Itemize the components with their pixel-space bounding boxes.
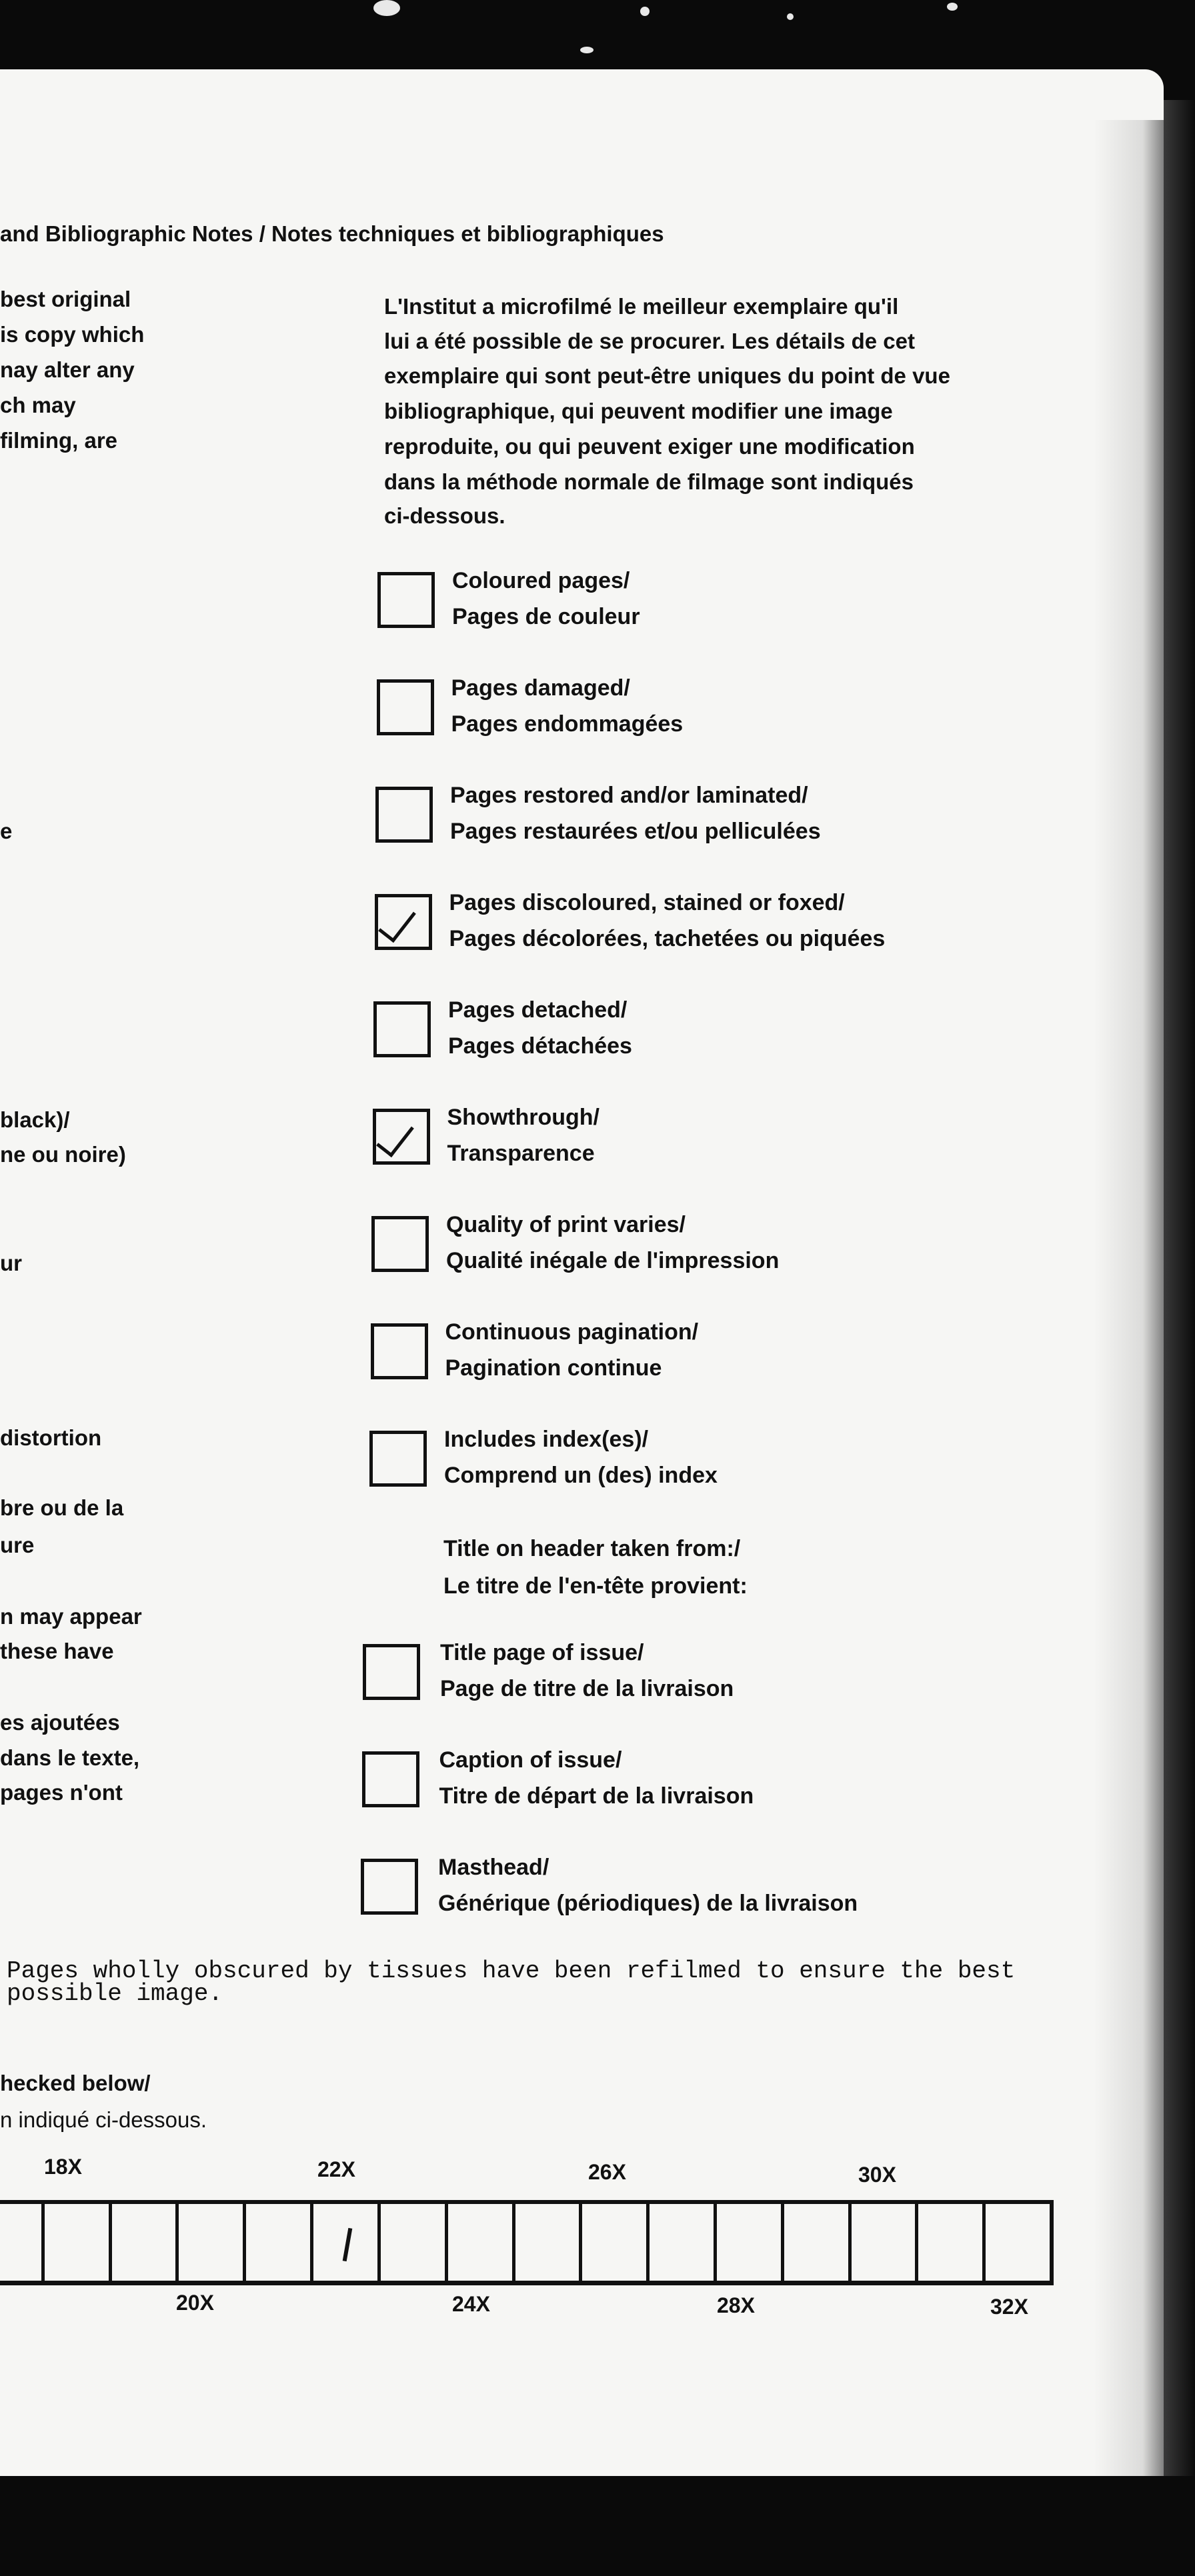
page-shadow (1094, 120, 1164, 2476)
checkbox-label: Quality of print varies/ (446, 1212, 686, 1237)
checkbox[interactable] (373, 1001, 431, 1057)
checkbox[interactable] (369, 1431, 427, 1487)
french-intro-line: bibliographique, qui peuvent modifier une image (384, 399, 893, 423)
checkbox-label: Caption of issue/ (439, 1747, 622, 1773)
title-on-header-label: Title on header taken from:/ (443, 1536, 741, 1561)
checkbox-label: Pages detached/ (448, 997, 628, 1023)
checkbox[interactable] (362, 1751, 419, 1807)
checkbox-label: Pages restored and/or laminated/ (450, 783, 808, 808)
checkbox[interactable] (371, 1323, 428, 1379)
checkbox-label: Includes index(es)/ (444, 1427, 649, 1452)
reduction-line: hecked below/ (0, 2071, 151, 2095)
scale-label: 26X (588, 2160, 626, 2184)
scale-cell[interactable] (784, 2204, 852, 2281)
checkbox[interactable] (361, 1859, 418, 1915)
checkbox-label: Title page of issue/ (440, 1640, 644, 1665)
checkbox-label-fr: Pages endommagées (451, 711, 684, 737)
checkbox-label-fr: Comprend un (des) index (444, 1463, 718, 1488)
scale-label: 28X (717, 2293, 755, 2317)
scale-cell[interactable] (179, 2204, 246, 2281)
scale-cell[interactable] (717, 2204, 784, 2281)
left-fragment: ur (0, 1251, 22, 1275)
checkbox-label-fr: Pages de couleur (452, 604, 640, 629)
scale-cell[interactable] (515, 2204, 583, 2281)
checkbox[interactable] (377, 572, 435, 628)
checkbox-label: Showthrough/ (447, 1105, 600, 1130)
french-intro-line: lui a été possible de se procurer. Les détails de cet (384, 329, 915, 353)
checkbox-label: Continuous pagination/ (445, 1319, 699, 1345)
left-intro-line: nay alter any (0, 357, 135, 382)
left-intro-line: best original (0, 287, 131, 311)
left-intro-line: filming, are (0, 428, 118, 453)
scale-label: 22X (317, 2157, 355, 2181)
checkbox-label-fr: Qualité inégale de l'impression (446, 1248, 780, 1273)
checkbox-checked[interactable] (375, 894, 432, 950)
checkbox-label: Masthead/ (438, 1855, 549, 1880)
checkbox-label-fr: Générique (périodiques) de la livraison (438, 1891, 858, 1916)
checkbox-label-fr: Transparence (447, 1141, 595, 1166)
french-intro-line: ci-dessous. (384, 503, 505, 528)
checkbox-label-fr: Pagination continue (445, 1355, 662, 1381)
checkbox-label-fr: Pages décolorées, tachetées ou piquées (449, 926, 886, 951)
scale-cell[interactable] (246, 2204, 313, 2281)
left-intro-line: ch may (0, 393, 76, 417)
left-fragment: dans le texte, (0, 1745, 140, 1770)
checkbox-label: Coloured pages/ (452, 568, 630, 593)
left-fragment: ure (0, 1533, 35, 1557)
filming-note: Pages wholly obscured by tissues have been refilmed to ensure the best possible image. (7, 1957, 1016, 2007)
french-intro-line: exemplaire qui sont peut-être uniques du point de vue (384, 363, 950, 388)
checkbox-checked[interactable] (373, 1109, 430, 1165)
left-fragment: pages n'ont (0, 1780, 123, 1805)
scale-cell[interactable] (381, 2204, 448, 2281)
checkbox-label: Pages damaged/ (451, 675, 630, 701)
left-fragment: n may appear (0, 1604, 142, 1629)
checkbox-label-fr: Pages restaurées et/ou pelliculées (450, 819, 821, 844)
scale-cell[interactable] (650, 2204, 717, 2281)
scale-cell[interactable] (852, 2204, 919, 2281)
checkbox-label-fr: Page de titre de la livraison (440, 1676, 734, 1701)
reduction-scale (0, 2200, 1054, 2285)
left-fragment: es ajoutées (0, 1710, 120, 1735)
section-header: and Bibliographic Notes / Notes techniques et bibliographiques (0, 221, 664, 246)
french-intro-line: reproduite, ou qui peuvent exiger une modification (384, 434, 915, 459)
reduction-line: n indiqué ci-dessous. (0, 2107, 207, 2132)
scale-cell-marked[interactable] (313, 2204, 381, 2281)
left-intro-line: is copy which (0, 322, 145, 347)
scale-cell[interactable] (112, 2204, 179, 2281)
left-fragment: bre ou de la (0, 1495, 124, 1520)
checkbox[interactable] (363, 1644, 420, 1700)
left-fragment: black)/ (0, 1107, 70, 1132)
checkbox-label: Pages discoloured, stained or foxed/ (449, 890, 845, 915)
scale-cell[interactable] (986, 2204, 1050, 2281)
checkbox[interactable] (371, 1216, 429, 1272)
title-on-header-label-fr: Le titre de l'en-tête provient: (443, 1573, 748, 1599)
scale-cell[interactable] (918, 2204, 986, 2281)
checkbox-label-fr: Titre de départ de la livraison (439, 1783, 754, 1809)
checkbox[interactable] (375, 787, 433, 843)
left-fragment: e (0, 819, 13, 843)
scale-label: 30X (858, 2163, 896, 2187)
left-fragment: these have (0, 1639, 114, 1663)
french-intro-line: dans la méthode normale de filmage sont indiqués (384, 469, 914, 494)
checkbox[interactable] (377, 679, 434, 735)
french-intro-line: L'Institut a microfilmé le meilleur exemplaire qu'il (384, 294, 899, 319)
scale-label: 18X (44, 2155, 82, 2179)
scale-cell[interactable] (45, 2204, 112, 2281)
left-fragment: ne ou noire) (0, 1142, 126, 1167)
scale-cell[interactable] (582, 2204, 650, 2281)
left-fragment: distortion (0, 1425, 102, 1450)
scale-cell[interactable] (0, 2204, 45, 2281)
checkbox-label-fr: Pages détachées (448, 1033, 632, 1059)
scale-cell[interactable] (448, 2204, 515, 2281)
book-spine (1164, 100, 1195, 2476)
scale-label: 24X (452, 2292, 490, 2316)
scale-label: 32X (990, 2295, 1028, 2319)
scale-label: 20X (176, 2291, 214, 2315)
film-specks (360, 0, 1027, 69)
